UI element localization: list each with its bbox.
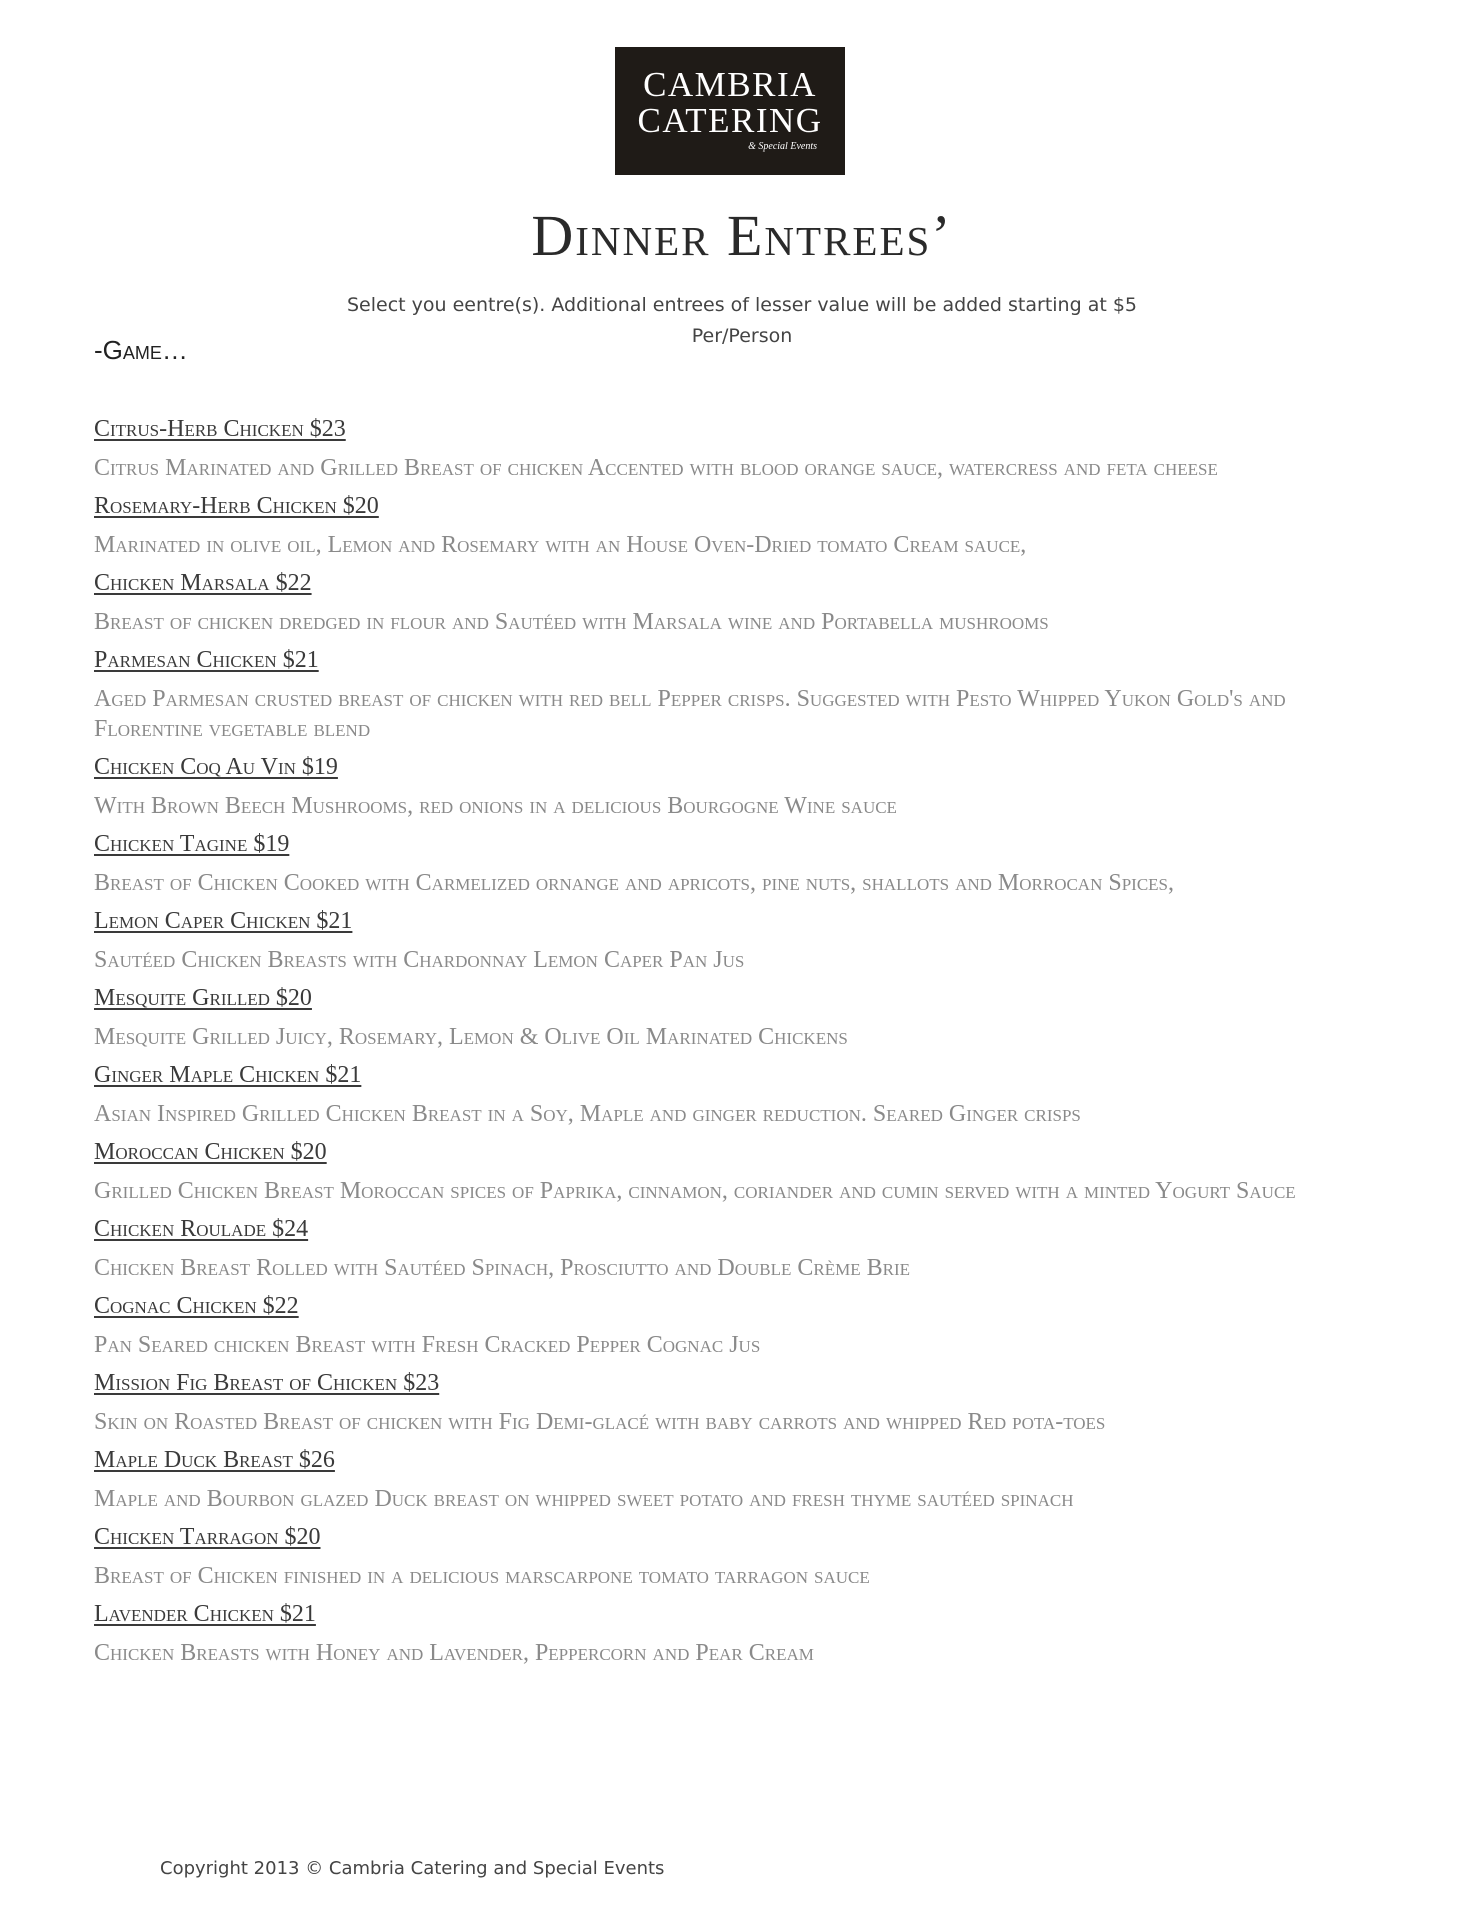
menu-item-title: Chicken Roulade $24: [94, 1216, 309, 1242]
menu-item: [94, 568, 1394, 637]
page-title: Dinner Entrees’: [531, 203, 953, 268]
subtitle-line-2: Per/Person: [691, 325, 793, 347]
menu-item-title: Cognac Chicken $22: [94, 1293, 299, 1319]
menu-item-description: Breast of Chicken Cooked with Carmelized ornange and apricots, pine nuts, shallots and Morrocan Spices,: [94, 870, 1175, 896]
menu-item-title: Rosemary-Herb Chicken $20: [94, 493, 379, 519]
menu-item-description: Chicken Breast Rolled with Sautéed Spinach, Prosciutto and Double Crème Brie: [94, 1255, 910, 1281]
menu-item-description: Aged Parmesan crusted breast of chicken with red bell Pepper crisps. Suggested with Pesto Whipped Yukon Gold's and Florentine vegetable blend: [94, 686, 1286, 742]
menu-item-description: Marinated in olive oil, Lemon and Rosemary with an House Oven-Dried tomato Cream sauce,: [94, 532, 1027, 558]
logo-line-1: CAMBRIA: [643, 65, 817, 104]
logo-line-2: CATERING: [637, 101, 823, 140]
menu-item-description: With Brown Beech Mushrooms, red onions in a delicious Bourgogne Wine sauce: [94, 793, 897, 819]
menu-item-description: Grilled Chicken Breast Moroccan spices of Paprika, cinnamon, coriander and cumin served with a minted Yogurt Sauce: [94, 1178, 1296, 1204]
menu-item-title: Moroccan Chicken $20: [94, 1139, 327, 1165]
menu-item: [94, 1368, 1394, 1437]
company-logo: [615, 47, 845, 175]
menu-item: [94, 645, 1394, 744]
subtitle: [0, 290, 1484, 352]
menu-item-title: Maple Duck Breast $26: [94, 1447, 335, 1473]
menu-item: [94, 414, 1394, 483]
menu-item: [94, 906, 1394, 975]
menu-item-description: Chicken Breasts with Honey and Lavender, Peppercorn and Pear Cream: [94, 1640, 814, 1666]
menu-item-title: Chicken Coq Au Vin $19: [94, 754, 338, 780]
menu-item-description: Sautéed Chicken Breasts with Chardonnay Lemon Caper Pan Jus: [94, 947, 745, 973]
menu-item-description: Citrus Marinated and Grilled Breast of chicken Accented with blood orange sauce, watercress and feta cheese: [94, 455, 1218, 481]
menu-item-description: Pan Seared chicken Breast with Fresh Cracked Pepper Cognac Jus: [94, 1332, 761, 1358]
menu-item-title: Citrus-Herb Chicken $23: [94, 416, 346, 442]
menu-item-title: Parmesan Chicken $21: [94, 647, 319, 673]
menu-item-title: Mesquite Grilled $20: [94, 985, 312, 1011]
menu-item-description: Maple and Bourbon glazed Duck breast on whipped sweet potato and fresh thyme sautéed spinach: [94, 1486, 1074, 1512]
menu-item: [94, 1522, 1394, 1591]
logo-tagline: & Special Events: [748, 141, 817, 152]
copyright-footer: Copyright 2013 © Cambria Catering and Special Events: [160, 1858, 665, 1879]
menu-item-description: Breast of Chicken finished in a delicious marscarpone tomato tarragon sauce: [94, 1563, 870, 1589]
menu-item-title: Lavender Chicken $21: [94, 1601, 316, 1627]
menu-item-title: Ginger Maple Chicken $21: [94, 1062, 362, 1088]
menu-item-description: Skin on Roasted Breast of chicken with Fig Demi-glacé with baby carrots and whipped Red pota-toes: [94, 1409, 1106, 1435]
menu-item-title: Mission Fig Breast of Chicken $23: [94, 1370, 440, 1396]
menu-list: [94, 414, 1394, 1676]
menu-item: [94, 1214, 1394, 1283]
menu-item: [94, 752, 1394, 821]
subtitle-line-1: Select you eentre(s). Additional entrees of lesser value will be added starting at $5: [346, 294, 1137, 316]
menu-item-title: Chicken Marsala $22: [94, 570, 312, 596]
menu-item: [94, 1137, 1394, 1206]
menu-item: [94, 983, 1394, 1052]
menu-item-description: Mesquite Grilled Juicy, Rosemary, Lemon & Olive Oil Marinated Chickens: [94, 1024, 848, 1050]
menu-item-description: Breast of chicken dredged in flour and Sautéed with Marsala wine and Portabella mushrooms: [94, 609, 1049, 635]
menu-item: [94, 1445, 1394, 1514]
menu-item: [94, 491, 1394, 560]
menu-item: [94, 1291, 1394, 1360]
menu-item: [94, 1060, 1394, 1129]
category-heading: -Game…: [94, 335, 188, 365]
menu-item: [94, 829, 1394, 898]
menu-item-title: Lemon Caper Chicken $21: [94, 908, 353, 934]
menu-item: [94, 1599, 1394, 1668]
menu-item-title: Chicken Tagine $19: [94, 831, 290, 857]
menu-item-title: Chicken Tarragon $20: [94, 1524, 321, 1550]
menu-item-description: Asian Inspired Grilled Chicken Breast in a Soy, Maple and ginger reduction. Seared Ginger crisps: [94, 1101, 1081, 1127]
